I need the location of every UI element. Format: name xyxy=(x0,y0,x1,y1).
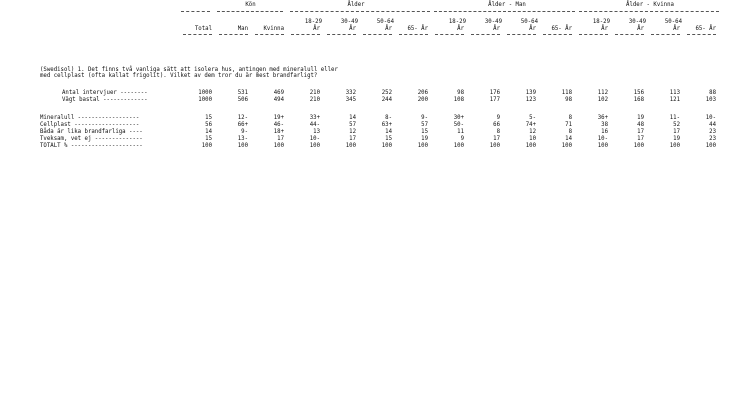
table-cell: 121 xyxy=(669,97,680,103)
answer-row-label-0: Mineralull ------------------ xyxy=(40,115,140,121)
col-top-5: 30-49 xyxy=(340,19,358,25)
table-cell: 100 xyxy=(237,143,248,149)
table-cell: 46- xyxy=(273,122,284,128)
group-underline-total xyxy=(181,11,210,12)
column-underline xyxy=(543,34,572,35)
column-underline xyxy=(507,34,536,35)
table-cell: 8 xyxy=(568,129,572,135)
col-bottom-6: År xyxy=(385,26,392,32)
table-cell: 9 xyxy=(496,115,500,121)
table-cell: 50- xyxy=(453,122,464,128)
table-cell: 494 xyxy=(273,97,284,103)
group-underline-alder-man xyxy=(434,11,575,12)
answer-row-label-1: Cellplast ------------------- xyxy=(40,122,140,128)
table-cell: 112 xyxy=(597,90,608,96)
table-cell: 15 xyxy=(421,129,428,135)
col-bottom-2: Man xyxy=(237,26,248,32)
col-top-14: 50-64 xyxy=(664,19,682,25)
group-underline-kon xyxy=(217,11,283,12)
table-cell: 48 xyxy=(637,122,644,128)
table-cell: 66+ xyxy=(237,122,248,128)
table-cell: 17 xyxy=(277,136,284,142)
table-cell: 8 xyxy=(568,115,572,121)
answer-row-label-4: TOTALT % --------------------- xyxy=(40,143,143,149)
table-cell: 57 xyxy=(421,122,428,128)
base-row-label-0: Antal intervjuer -------- xyxy=(62,90,148,96)
table-cell: 1000 xyxy=(198,97,212,103)
col-bottom-12: År xyxy=(601,26,608,32)
question-line-2: med cellplast (ofta kallat frigolit). Vilket av dem tror du är mest brandfarligt? xyxy=(40,73,318,79)
table-cell: 66 xyxy=(493,122,500,128)
table-cell: 5- xyxy=(529,115,536,121)
table-cell: 177 xyxy=(489,97,500,103)
column-underline xyxy=(579,34,608,35)
table-cell: 98 xyxy=(457,90,464,96)
col-top-9: 30-49 xyxy=(484,19,502,25)
col-top-4: 18-29 xyxy=(304,19,322,25)
table-cell: 71 xyxy=(565,122,572,128)
table-cell: 17 xyxy=(493,136,500,142)
table-cell: 113 xyxy=(669,90,680,96)
table-cell: 100 xyxy=(453,143,464,149)
table-cell: 12 xyxy=(529,129,536,135)
answer-row-label-2: Båda är lika brandfarliga ---- xyxy=(40,129,143,135)
column-underline xyxy=(399,34,428,35)
group-underline-alder xyxy=(290,11,430,12)
table-cell: 100 xyxy=(705,143,716,149)
column-underline xyxy=(471,34,500,35)
table-cell: 469 xyxy=(273,90,284,96)
table-cell: 10- xyxy=(309,136,320,142)
col-bottom-3: Kvinna xyxy=(263,26,284,32)
table-cell: 30+ xyxy=(453,115,464,121)
table-cell: 14 xyxy=(205,129,212,135)
base-row-label-1: Vägt bastal ------------- xyxy=(62,97,148,103)
table-cell: 100 xyxy=(381,143,392,149)
table-cell: 19 xyxy=(637,115,644,121)
table-cell: 176 xyxy=(489,90,500,96)
question-line-1: (Swedisol) 1. Det finns två vanliga sätt att isolera hus, antingen med mineralull eller xyxy=(40,67,338,73)
table-cell: 44 xyxy=(709,122,716,128)
table-cell: 10- xyxy=(705,115,716,121)
table-cell: 88 xyxy=(709,90,716,96)
table-cell: 13 xyxy=(313,129,320,135)
table-cell: 15 xyxy=(385,136,392,142)
table-cell: 63+ xyxy=(381,122,392,128)
table-cell: 9 xyxy=(460,136,464,142)
col-bottom-4: År xyxy=(313,26,320,32)
table-cell: 531 xyxy=(237,90,248,96)
col-top-12: 18-29 xyxy=(592,19,610,25)
table-cell: 139 xyxy=(525,90,536,96)
table-cell: 11- xyxy=(669,115,680,121)
column-underline xyxy=(615,34,644,35)
table-cell: 14 xyxy=(349,115,356,121)
table-cell: 19 xyxy=(421,136,428,142)
table-cell: 14 xyxy=(565,136,572,142)
col-bottom-8: År xyxy=(457,26,464,32)
col-bottom-14: År xyxy=(673,26,680,32)
table-cell: 98 xyxy=(565,97,572,103)
answer-row-label-3: Tveksam, vet ej -------------- xyxy=(40,136,143,142)
table-cell: 23 xyxy=(709,136,716,142)
table-cell: 100 xyxy=(309,143,320,149)
col-bottom-15: 65- År xyxy=(695,26,716,32)
group-header-alder-man: Ålder - Man xyxy=(488,2,526,8)
column-underline xyxy=(687,34,716,35)
table-cell: 332 xyxy=(345,90,356,96)
col-bottom-9: År xyxy=(493,26,500,32)
table-cell: 17 xyxy=(673,129,680,135)
col-top-8: 18-29 xyxy=(448,19,466,25)
table-cell: 13- xyxy=(237,136,248,142)
table-cell: 100 xyxy=(525,143,536,149)
table-cell: 100 xyxy=(417,143,428,149)
table-cell: 23 xyxy=(709,129,716,135)
column-underline xyxy=(183,34,212,35)
table-cell: 1000 xyxy=(198,90,212,96)
table-cell: 102 xyxy=(597,97,608,103)
table-cell: 11 xyxy=(457,129,464,135)
table-cell: 74+ xyxy=(525,122,536,128)
col-bottom-1: Total xyxy=(194,26,212,32)
table-cell: 108 xyxy=(453,97,464,103)
table-cell: 100 xyxy=(489,143,500,149)
group-header-alder: Ålder xyxy=(347,2,365,8)
table-cell: 14 xyxy=(385,129,392,135)
table-cell: 100 xyxy=(597,143,608,149)
table-cell: 12 xyxy=(349,129,356,135)
table-cell: 17 xyxy=(637,129,644,135)
col-top-13: 30-49 xyxy=(628,19,646,25)
table-cell: 210 xyxy=(309,97,320,103)
table-cell: 100 xyxy=(273,143,284,149)
table-cell: 12- xyxy=(237,115,248,121)
col-bottom-10: År xyxy=(529,26,536,32)
column-underline xyxy=(363,34,392,35)
col-bottom-5: År xyxy=(349,26,356,32)
table-cell: 200 xyxy=(417,97,428,103)
table-cell: 9- xyxy=(421,115,428,121)
table-cell: 44- xyxy=(309,122,320,128)
column-underline xyxy=(435,34,464,35)
table-cell: 252 xyxy=(381,90,392,96)
table-cell: 210 xyxy=(309,90,320,96)
table-cell: 9- xyxy=(241,129,248,135)
column-underline xyxy=(255,34,284,35)
table-cell: 100 xyxy=(633,143,644,149)
table-cell: 123 xyxy=(525,97,536,103)
table-cell: 16 xyxy=(601,129,608,135)
table-cell: 100 xyxy=(561,143,572,149)
col-top-6: 50-64 xyxy=(376,19,394,25)
table-cell: 118 xyxy=(561,90,572,96)
table-cell: 206 xyxy=(417,90,428,96)
table-cell: 10- xyxy=(597,136,608,142)
column-underline xyxy=(219,34,248,35)
table-cell: 19+ xyxy=(273,115,284,121)
table-cell: 8- xyxy=(385,115,392,121)
table-cell: 38 xyxy=(601,122,608,128)
table-cell: 168 xyxy=(633,97,644,103)
table-cell: 56 xyxy=(205,122,212,128)
col-bottom-7: 65- År xyxy=(407,26,428,32)
table-cell: 19 xyxy=(673,136,680,142)
table-cell: 100 xyxy=(201,143,212,149)
table-cell: 52 xyxy=(673,122,680,128)
table-cell: 36+ xyxy=(597,115,608,121)
table-cell: 33+ xyxy=(309,115,320,121)
table-cell: 8 xyxy=(496,129,500,135)
table-cell: 244 xyxy=(381,97,392,103)
col-bottom-13: År xyxy=(637,26,644,32)
column-underline xyxy=(291,34,320,35)
table-cell: 15 xyxy=(205,115,212,121)
column-underline xyxy=(327,34,356,35)
table-cell: 17 xyxy=(637,136,644,142)
column-underline xyxy=(651,34,680,35)
table-cell: 17 xyxy=(349,136,356,142)
table-cell: 10 xyxy=(529,136,536,142)
col-bottom-11: 65- År xyxy=(551,26,572,32)
col-top-10: 50-64 xyxy=(520,19,538,25)
table-cell: 100 xyxy=(669,143,680,149)
table-cell: 156 xyxy=(633,90,644,96)
table-cell: 506 xyxy=(237,97,248,103)
table-cell: 57 xyxy=(349,122,356,128)
group-header-kon: Kön xyxy=(245,2,256,8)
table-cell: 100 xyxy=(345,143,356,149)
table-cell: 345 xyxy=(345,97,356,103)
table-cell: 103 xyxy=(705,97,716,103)
table-cell: 18+ xyxy=(273,129,284,135)
table-cell: 15 xyxy=(205,136,212,142)
group-underline-alder-kvinna xyxy=(579,11,719,12)
group-header-alder-kvinna: Ålder - Kvinna xyxy=(626,2,674,8)
